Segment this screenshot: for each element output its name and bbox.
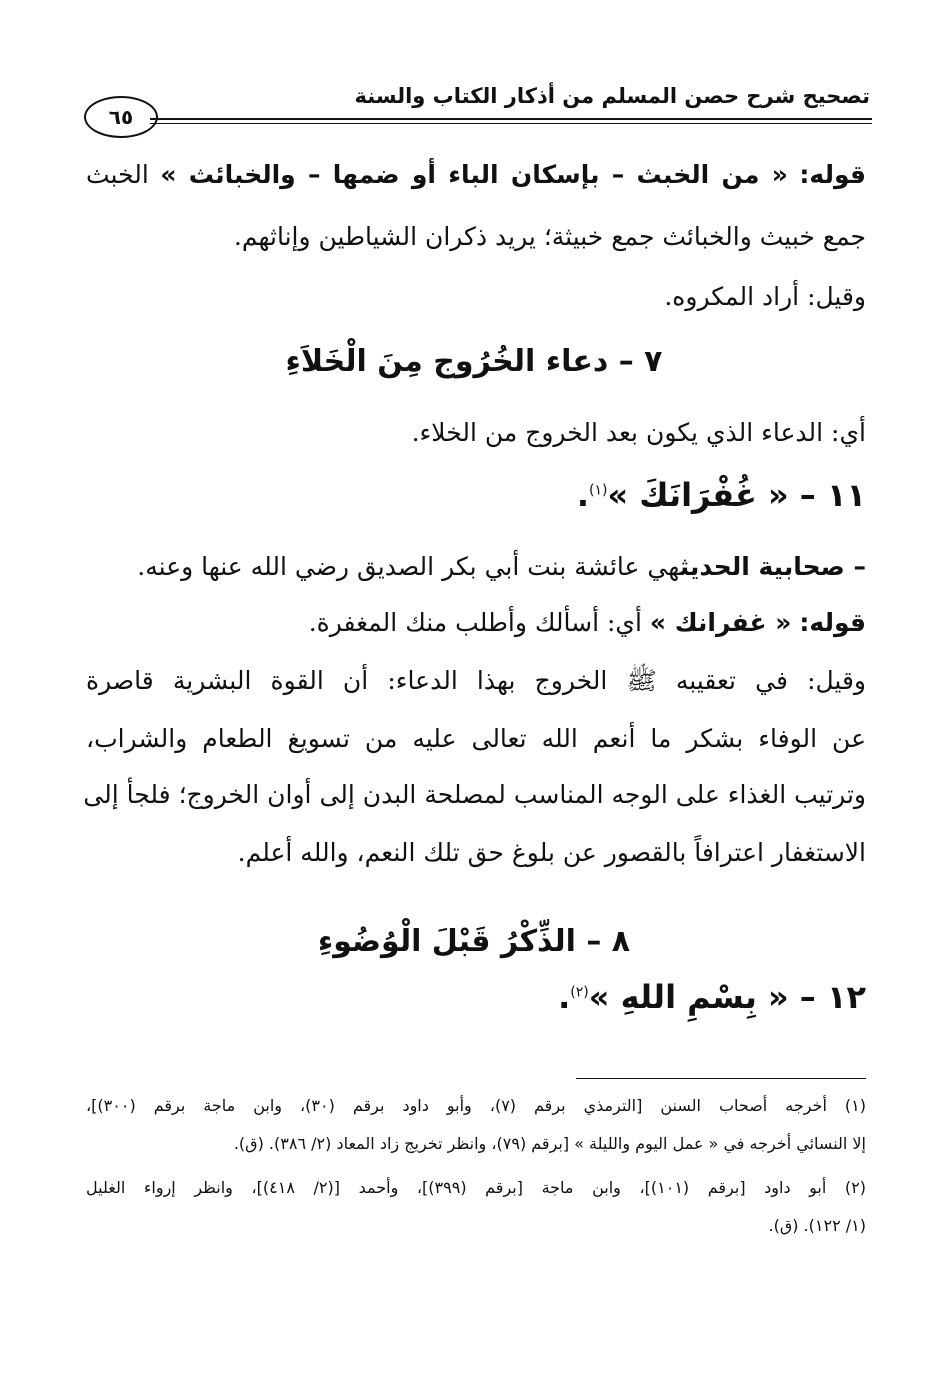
section-heading: ٨ – الذِّكْرُ قَبْلَ الْوُضُوءِ xyxy=(317,924,631,959)
footnote-ref: (٢) xyxy=(570,984,589,1001)
paragraph-line xyxy=(86,156,866,194)
footnote-line: (٢) أبو داود [برقم (١٠١)]، وابن ماجة [برقم (٣٩٩)]، وأحمد [(٢/ ٤١٨)]، وانظر إرواء الغليل xyxy=(86,1178,867,1197)
page-number: ٦٥ xyxy=(84,96,158,138)
paragraph-line: جمع خبيث والخبائث جمع خبيثة؛ يريد ذكران الشياطين وإناثهم. xyxy=(233,222,866,251)
paragraph-line xyxy=(86,548,866,586)
footnote-rule xyxy=(576,1078,866,1079)
paragraph-line: الاستغفار اعترافاً بالقصور عن بلوغ حق تلك النعم، والله أعلم. xyxy=(237,838,866,867)
header-rule xyxy=(150,118,872,124)
hadith-entry: ١١ – « غُفْرَانَكَ »$^{(١)}$. xyxy=(576,476,866,514)
footnote-ref: (١) xyxy=(588,482,608,499)
paragraph-line xyxy=(86,604,866,642)
quoted-term: « غفرانك » xyxy=(649,608,792,637)
term-label: قوله: xyxy=(799,608,866,637)
paragraph-line: وقيل: أراد المكروه. xyxy=(664,282,866,311)
text-span: الخبث xyxy=(86,160,149,189)
hadith-entry: ١٢ – « بِسْمِ اللهِ »$^{(٢)}$. xyxy=(558,978,866,1016)
hadith-number: ١١ – xyxy=(799,476,866,514)
paragraph-line: أي: الدعاء الذي يكون بعد الخروج من الخلاء. xyxy=(411,418,866,447)
paragraph-line: وترتيب الغذاء على الوجه المناسب لمصلحة البدن إلى أوان الخروج؛ فلجأ إلى xyxy=(83,780,866,809)
text-span: أي: أسألك وأطلب منك المغفرة. xyxy=(308,608,642,637)
paragraph-line: عن الوفاء بشكر ما أنعم الله تعالى عليه من تسويغ الطعام والشراب، xyxy=(86,724,866,753)
quoted-term: « من الخبث – بإسكان الباء أو ضمها – والخبائث » xyxy=(160,160,788,189)
term-label: قوله: xyxy=(799,160,866,189)
hadith-text: « غُفْرَانَكَ » xyxy=(607,476,789,514)
term-label: – صحابية الحديث xyxy=(679,552,866,581)
footnote-line: (١/ ١٢٢). (ق). xyxy=(768,1216,866,1235)
paragraph-line: وقيل: في تعقيبه ﷺ الخروج بهذا الدعاء: أن القوة البشرية قاصرة xyxy=(86,666,866,695)
section-heading: ٧ – دعاء الخُرُوج مِنَ الْخَلاَءِ xyxy=(285,344,663,379)
footnote-line: إلا النسائي أخرجه في « عمل اليوم والليلة » [برقم (٧٩)، وانظر تخريج زاد المعاد (٢/ ٣٨٦). (ق). xyxy=(233,1134,866,1153)
text-span: هي عائشة بنت أبي بكر الصديق رضي الله عنها وعنه. xyxy=(137,552,680,581)
footnote-line: (١) أخرجه أصحاب السنن [الترمذي برقم (٧)، وأبو داود برقم (٣٠)، وابن ماجة برقم (٣٠٠)]، xyxy=(86,1096,866,1115)
running-header-title: تصحيح شرح حصن المسلم من أذكار الكتاب والسنة xyxy=(354,84,870,108)
hadith-text: « بِسْمِ اللهِ » xyxy=(588,978,789,1016)
hadith-number: ١٢ – xyxy=(799,978,866,1016)
